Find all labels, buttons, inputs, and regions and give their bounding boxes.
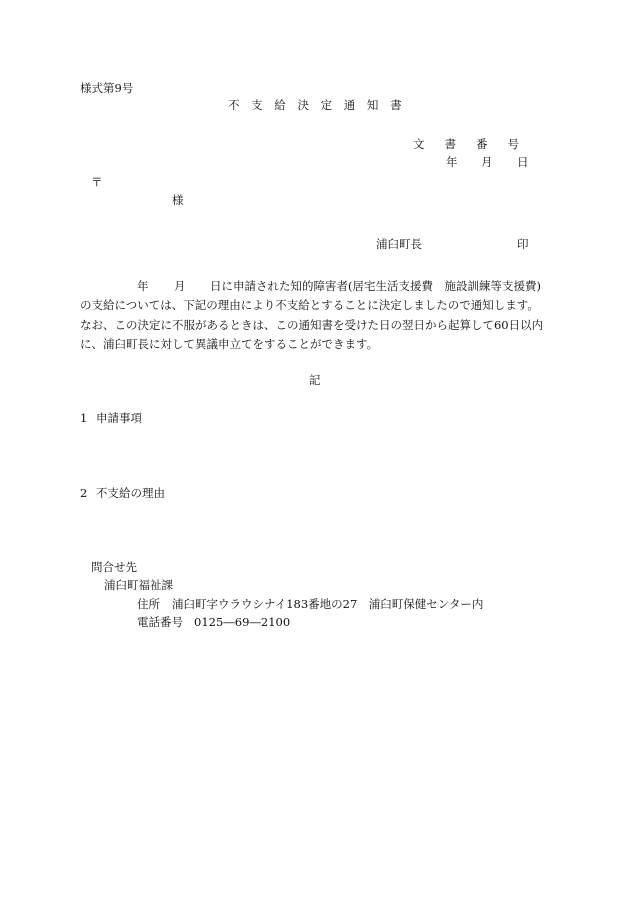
item-2-number: 2 xyxy=(80,486,88,500)
addressee-suffix: 様 xyxy=(172,193,184,207)
item-1-number: 1 xyxy=(80,411,88,425)
contact-phone: 0125―69―2100 xyxy=(194,615,291,629)
contact-address-label: 住所 xyxy=(137,597,160,611)
body-line-1: 日に申請された知的障害者(居宅生活支援費 施設訓練等支援費) xyxy=(210,279,541,293)
contact-heading: 問合せ先 xyxy=(91,560,137,574)
body-line-4: に、浦臼町長に対して異議申立てをすることができます。 xyxy=(80,337,379,351)
body-year-label: 年 xyxy=(137,279,149,293)
date-year-label: 年 xyxy=(446,155,458,169)
item-2-label: 不支給の理由 xyxy=(96,486,165,500)
seal-mark: 印 xyxy=(517,237,529,251)
postal-mark: 〒 xyxy=(91,175,103,189)
document-number-label: 文書番号 xyxy=(413,137,539,151)
date-day-label: 日 xyxy=(517,155,529,169)
contact-department: 浦臼町福祉課 xyxy=(104,578,173,592)
document-title: 不 支 給 決 定 通 知 書 xyxy=(228,98,406,112)
date-month-label: 月 xyxy=(481,155,493,169)
contact-address: 浦臼町字ウラウシナイ183番地の27 浦臼町保健センター内 xyxy=(172,597,484,611)
contact-phone-label: 電話番号 xyxy=(137,615,183,629)
item-1-label: 申請事項 xyxy=(96,411,142,425)
issuer-name: 浦臼町長 xyxy=(376,237,422,251)
body-line-3: なお、この決定に不服があるときは、この通知書を受けた日の翌日から起算して60日以内 xyxy=(80,318,544,332)
body-line-2: の支給については、下記の理由により不支給とすることに決定しましたので通知します。 xyxy=(80,298,539,312)
ki-mark: 記 xyxy=(309,373,321,387)
form-number: 様式第9号 xyxy=(80,81,134,95)
body-month-label: 月 xyxy=(174,279,186,293)
